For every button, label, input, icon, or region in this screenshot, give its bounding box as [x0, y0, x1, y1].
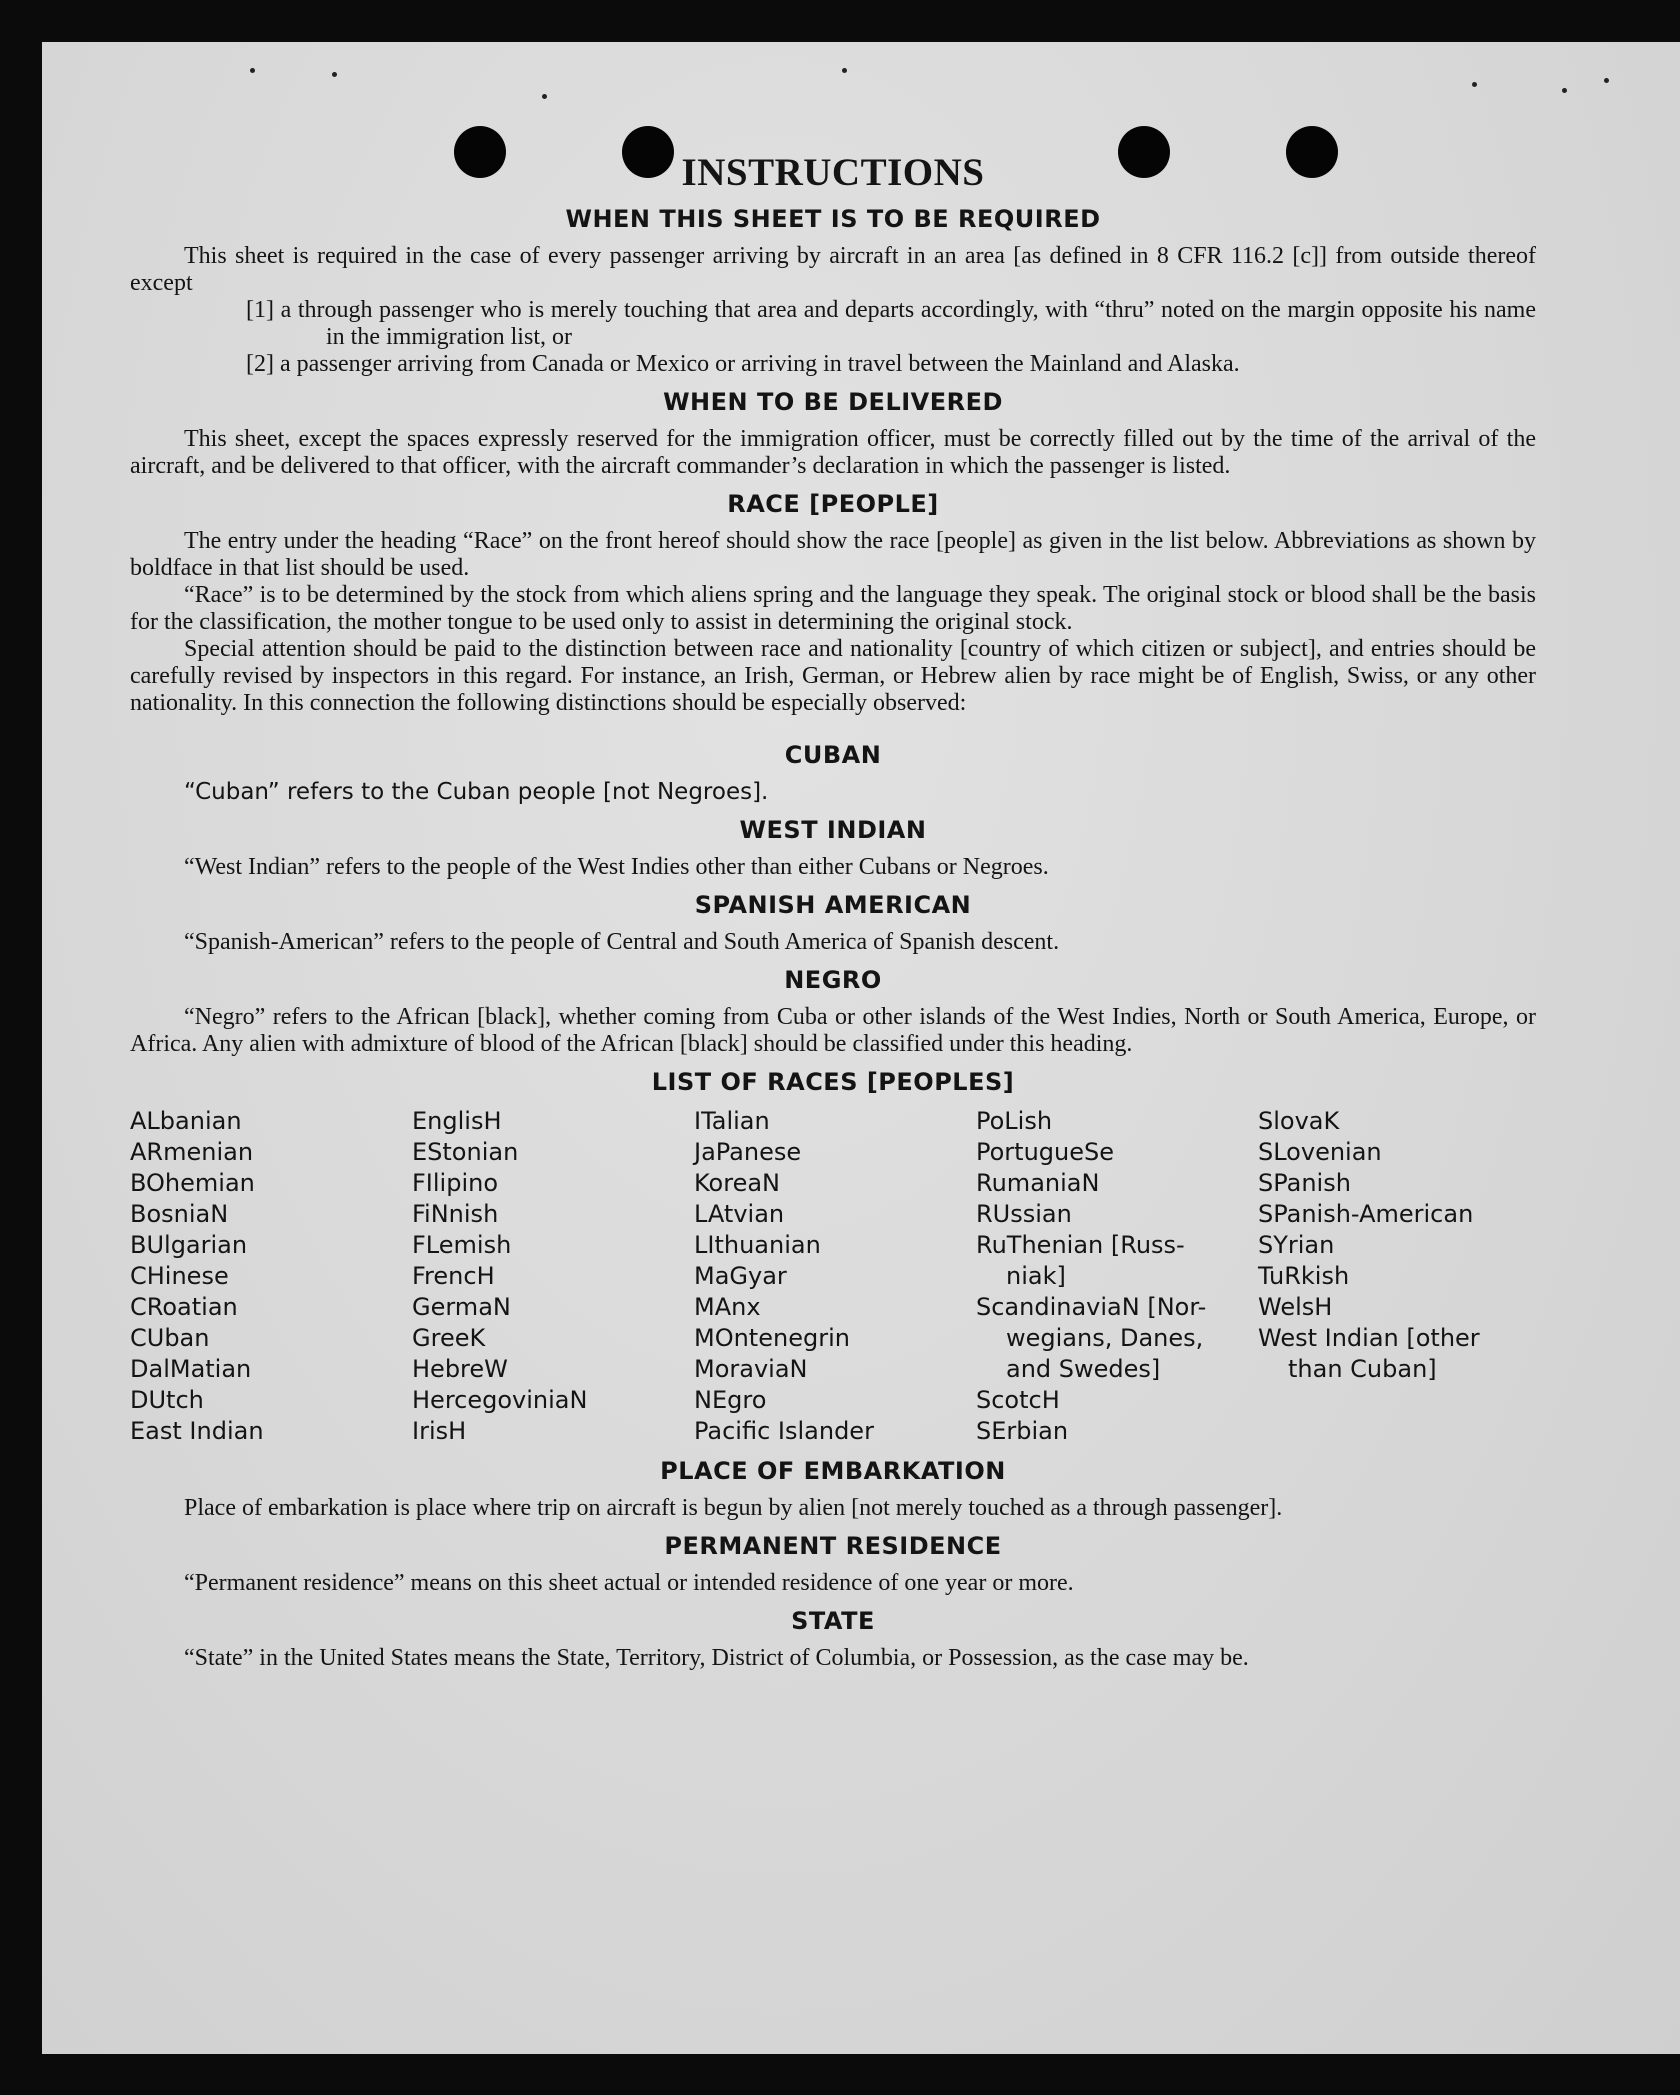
race-entry: RuThenian [Russ-	[976, 1231, 1185, 1259]
race-entry: GermaN	[412, 1293, 511, 1321]
race-entry: SYrian	[1258, 1231, 1335, 1259]
race-column-1	[130, 1106, 412, 1447]
speck	[250, 68, 255, 73]
instructions-content	[130, 150, 1536, 1672]
heading-permanent-residence: PERMANENT RESIDENCE	[664, 1532, 1002, 1560]
race-entry: FrencH	[412, 1262, 495, 1290]
race-entry: FIlipino	[412, 1169, 499, 1197]
heading-cuban: CUBAN	[784, 741, 882, 769]
race-entry: wegians, Danes,	[1006, 1324, 1204, 1352]
race-entry: EnglisH	[412, 1107, 502, 1135]
race-entry: FLemish	[412, 1231, 512, 1259]
race-entry: IrisH	[412, 1417, 467, 1445]
state-text: “State” in the United States means the State, Territory, District of Columbia, or Possession, as the case may be.	[184, 1645, 1249, 1671]
race-entry: SErbian	[976, 1417, 1069, 1445]
race-paragraph-1: The entry under the heading “Race” on the front hereof should show the race [people] as given in the list below. Abbreviations as shown by boldface in that list should be used.	[130, 528, 1536, 581]
race-entry: SPanish	[1258, 1169, 1351, 1197]
speck	[842, 68, 847, 73]
race-entry: SLovenian	[1258, 1138, 1382, 1166]
race-entry: EStonian	[412, 1138, 519, 1166]
speck	[332, 72, 337, 77]
heading-west-indian: WEST INDIAN	[739, 816, 927, 844]
race-entry: TuRkish	[1258, 1262, 1350, 1290]
negro-text: “Negro” refers to the African [black], whether coming from Cuba or other islands of the West Indies, North or South America, Europe, or Africa. Any alien with admixture of blood of the African [black] should be classified under this heading.	[130, 1004, 1536, 1057]
race-entry: LIthuanian	[694, 1231, 821, 1259]
race-entry: MaGyar	[694, 1262, 787, 1290]
heading-race: RACE [PEOPLE]	[727, 490, 939, 518]
race-entry: CRoatian	[130, 1293, 238, 1321]
race-entry: BUlgarian	[130, 1231, 248, 1259]
race-entry: LAtvian	[694, 1200, 785, 1228]
race-entry: RUssian	[976, 1200, 1072, 1228]
race-entry: WelsH	[1258, 1293, 1333, 1321]
race-entry: MAnx	[694, 1293, 761, 1321]
heading-embarkation: PLACE OF EMBARKATION	[660, 1457, 1006, 1485]
required-item-2: [2] a passenger arriving from Canada or Mexico or arriving in travel between the Mainland and Alaska.	[246, 351, 1240, 377]
race-entry: West Indian [other	[1258, 1324, 1480, 1352]
heading-spanish-american: SPANISH AMERICAN	[694, 891, 972, 919]
race-entry: PortugueSe	[976, 1138, 1114, 1166]
race-list	[130, 1106, 1536, 1447]
race-column-3	[694, 1106, 976, 1447]
race-entry: RumaniaN	[976, 1169, 1100, 1197]
race-entry: Pacific Islander	[694, 1417, 874, 1445]
race-entry: MOntenegrin	[694, 1324, 850, 1352]
race-entry: than Cuban]	[1288, 1355, 1437, 1383]
speck	[1562, 88, 1567, 93]
race-entry: HercegoviniaN	[412, 1386, 588, 1414]
race-entry: DUtch	[130, 1386, 204, 1414]
race-entry: PoLish	[976, 1107, 1053, 1135]
required-item-1: [1] a through passenger who is merely touching that area and departs accordingly, with “thru” noted on the margin opposite his name in the immigration list, or	[246, 297, 1536, 350]
permanent-residence-text: “Permanent residence” means on this sheet actual or intended residence of one year or more.	[184, 1570, 1074, 1596]
race-entry: GreeK	[412, 1324, 486, 1352]
heading-negro: NEGRO	[784, 966, 882, 994]
race-column-4	[976, 1106, 1258, 1447]
race-entry: ScandinaviaN [Nor-	[976, 1293, 1207, 1321]
race-paragraph-2: “Race” is to be determined by the stock from which aliens spring and the language they speak. The original stock or blood shall be the basis for the classification, the mother tongue to be used only to assist in determining the original stock.	[130, 582, 1536, 635]
race-entry: ARmenian	[130, 1138, 254, 1166]
race-entry: DalMatian	[130, 1355, 252, 1383]
required-text: This sheet is required in the case of every passenger arriving by aircraft in an area [as defined in 8 CFR 116.2 [c]] from outside thereof except	[130, 243, 1536, 296]
speck	[1472, 82, 1477, 87]
page-title: INSTRUCTIONS	[681, 151, 985, 194]
race-entry: ITalian	[694, 1107, 770, 1135]
race-entry: BosniaN	[130, 1200, 229, 1228]
race-entry: SlovaK	[1258, 1107, 1340, 1135]
embarkation-text: Place of embarkation is place where trip on aircraft is begun by alien [not merely touched as a through passenger].	[184, 1495, 1283, 1521]
delivered-text: This sheet, except the spaces expressly reserved for the immigration officer, must be correctly filled out by the time of the arrival of the aircraft, and be delivered to that officer, with the aircraft commander’s declaration in which the passenger is listed.	[130, 426, 1536, 479]
race-entry: HebreW	[412, 1355, 508, 1383]
speck	[542, 94, 547, 99]
race-paragraph-3: Special attention should be paid to the distinction between race and nationality [country of which citizen or subject], and entries should be carefully revised by inspectors in this regard. For instance, an Irish, German, or Hebrew alien by race might be of English, Swiss, or any other nationality. In this connection the following distinctions should be especially observed:	[130, 636, 1536, 716]
race-column-2	[412, 1106, 694, 1447]
race-entry: SPanish-American	[1258, 1200, 1474, 1228]
race-entry: ALbanian	[130, 1107, 242, 1135]
race-entry: East Indian	[130, 1417, 264, 1445]
speck	[1604, 78, 1609, 83]
race-entry: niak]	[1006, 1262, 1066, 1290]
race-entry: KoreaN	[694, 1169, 780, 1197]
race-entry: and Swedes]	[1006, 1355, 1161, 1383]
west-indian-text: “West Indian” refers to the people of the West Indies other than either Cubans or Negroes.	[184, 854, 1049, 880]
race-entry: CUban	[130, 1324, 210, 1352]
heading-state: STATE	[791, 1607, 875, 1635]
race-entry: NEgro	[694, 1386, 767, 1414]
race-entry: JaPanese	[694, 1138, 802, 1166]
race-entry: FiNnish	[412, 1200, 499, 1228]
heading-when-delivered: WHEN TO BE DELIVERED	[663, 388, 1003, 416]
cuban-text: “Cuban” refers to the Cuban people [not Negroes].	[184, 779, 769, 805]
race-entry: CHinese	[130, 1262, 229, 1290]
race-entry: ScotcH	[976, 1386, 1060, 1414]
heading-when-required: WHEN THIS SHEET IS TO BE REQUIRED	[565, 205, 1101, 233]
race-entry: MoraviaN	[694, 1355, 808, 1383]
race-entry: BOhemian	[130, 1169, 255, 1197]
race-column-5	[1258, 1106, 1536, 1447]
spanish-american-text: “Spanish-American” refers to the people of Central and South America of Spanish descent.	[184, 929, 1060, 955]
heading-list-of-races: LIST OF RACES [PEOPLES]	[651, 1068, 1015, 1096]
